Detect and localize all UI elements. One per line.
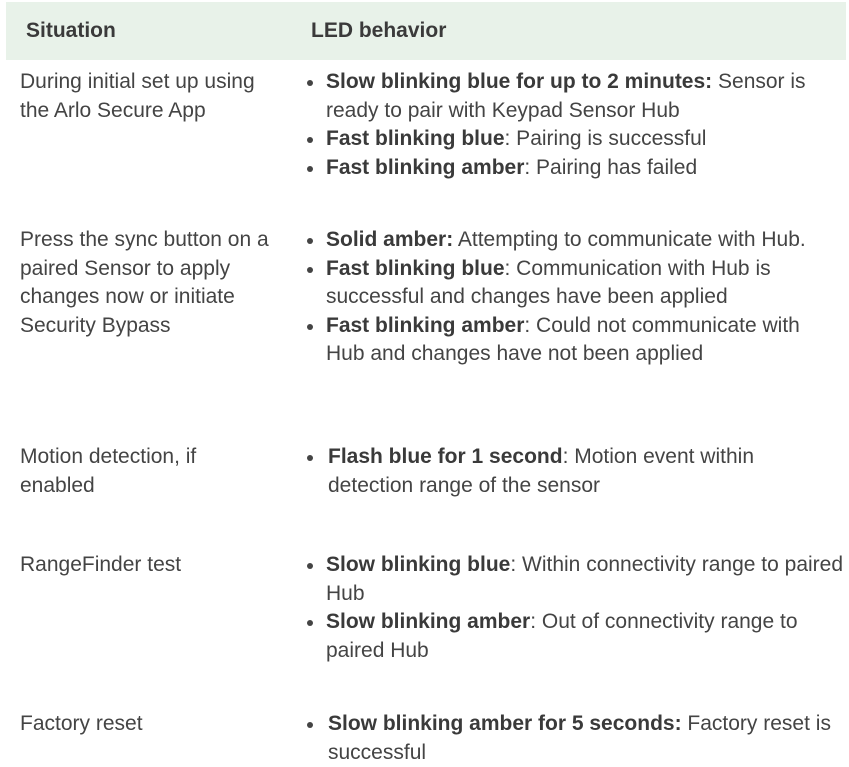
behavior-term: Fast blinking blue	[326, 256, 505, 280]
behavior-desc: : Pairing is successful	[504, 127, 707, 151]
behavior-term: Slow blinking amber for 5 seconds:	[328, 712, 682, 735]
behavior-desc: : Out of connectivity range to paired Hub	[326, 610, 798, 662]
behavior-item	[304, 312, 844, 369]
behavior-desc: Sensor is ready to pair with Keypad Sensor Hub	[326, 70, 806, 122]
situation-cell: Motion detection, if enabled	[20, 445, 197, 497]
behavior-list	[304, 710, 844, 767]
behavior-list	[304, 551, 844, 665]
behavior-item	[304, 154, 844, 183]
behavior-desc: : Within connectivity range to paired Hub	[326, 553, 844, 605]
behavior-list	[304, 68, 844, 182]
behavior-desc: Attempting to communicate with Hub.	[453, 228, 806, 251]
behavior-item	[304, 710, 844, 767]
situation-cell: Press the sync button on a paired Sensor to apply changes now or initiate Security Bypass	[20, 228, 269, 337]
table-header	[6, 2, 846, 60]
behavior-term: Fast blinking blue	[326, 127, 505, 151]
situation-cell: During initial set up using the Arlo Secure App	[20, 70, 255, 122]
behavior-term: Fast blinking amber	[326, 313, 525, 337]
behavior-list	[304, 226, 844, 369]
behavior-item	[304, 551, 844, 608]
behavior-desc: : Could not communicate with Hub and changes have not been applied	[326, 313, 800, 366]
header-situation: Situation	[26, 19, 116, 42]
behavior-desc: : Motion event within detection range of the sensor	[328, 445, 754, 497]
situation-cell: RangeFinder test	[20, 553, 182, 576]
header-led-behavior: LED behavior	[311, 19, 447, 42]
behavior-desc: : Communication with Hub is successful and changes have been applied	[326, 256, 771, 309]
behavior-term: Solid amber:	[326, 228, 454, 251]
behavior-term: Slow blinking blue for up to 2 minutes:	[326, 70, 713, 93]
situation-cell: Factory reset	[20, 712, 143, 735]
behavior-desc: : Pairing has failed	[524, 155, 698, 179]
behavior-item	[304, 608, 844, 665]
behavior-term: Slow blinking amber	[326, 610, 531, 634]
behavior-list	[304, 443, 844, 500]
behavior-item	[304, 125, 844, 154]
behavior-term: Slow blinking blue	[326, 553, 511, 576]
behavior-term: Flash blue for 1 second	[328, 445, 563, 468]
behavior-term: Fast blinking amber	[326, 155, 525, 179]
behavior-item	[304, 226, 844, 255]
behavior-item	[304, 255, 844, 312]
behavior-item	[304, 443, 844, 500]
behavior-desc: Factory reset is successful	[328, 712, 831, 764]
behavior-item	[304, 68, 844, 125]
